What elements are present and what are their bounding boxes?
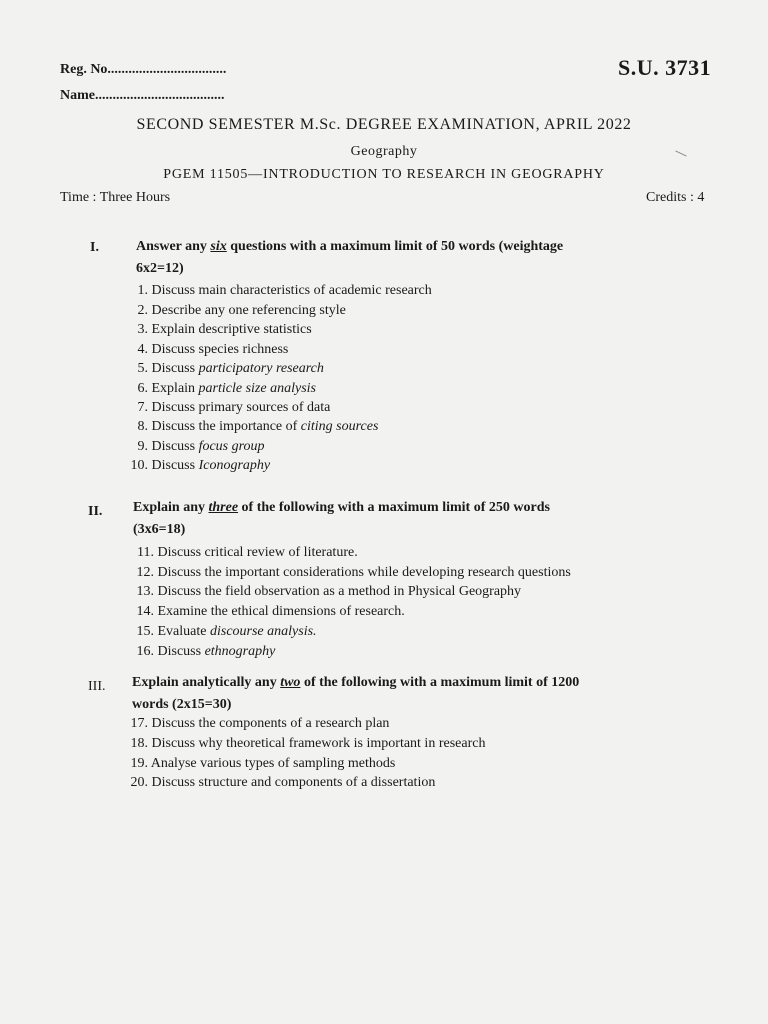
instruction-text: of the following with a maximum limit of 1200 [300, 675, 580, 690]
instruction-keyword: three [208, 500, 239, 515]
instruction-text: Explain any [133, 500, 209, 515]
question-number: 20. [130, 775, 148, 790]
question-text: Discuss critical review of literature. [157, 545, 358, 560]
question-number: 5. [137, 361, 148, 376]
question-number: 6. [137, 381, 148, 396]
question-term: particle size analysis [198, 381, 316, 396]
section-instruction [136, 236, 636, 280]
question-number: 4. [137, 342, 148, 357]
instruction-keyword: six [210, 239, 227, 254]
question-item [134, 604, 405, 620]
question-number: 19. [130, 756, 148, 771]
question-text: Explain descriptive statistics [151, 322, 312, 337]
question-text: Discuss primary sources of data [151, 400, 331, 415]
question-term: discourse analysis. [209, 624, 317, 639]
question-item [128, 756, 395, 772]
instruction-weightage: (3x6=18) [133, 522, 186, 537]
question-item [123, 458, 270, 474]
section-number: I. [90, 240, 99, 255]
instruction-weightage: words (2x15=30) [132, 697, 232, 712]
time-allowed: Time : Three Hours [60, 190, 171, 205]
question-item [128, 716, 389, 732]
instruction-weightage: 6x2=12) [136, 261, 184, 276]
question-item [134, 565, 571, 581]
question-number: 8. [137, 419, 148, 434]
subject-name: Geography [350, 144, 418, 159]
section-number: III. [88, 679, 106, 694]
question-item [123, 342, 288, 358]
question-text: Discuss [151, 458, 199, 473]
question-number: 10. [130, 458, 148, 473]
question-number: 13. [136, 584, 154, 599]
question-item [128, 775, 435, 791]
name-field: Name..................................... [60, 88, 225, 103]
question-number: 18. [130, 736, 148, 751]
question-text: Discuss the field observation as a method in Physical Geography [157, 584, 522, 599]
question-number: 15. [136, 624, 154, 639]
question-text: Evaluate [157, 624, 210, 639]
question-item [134, 545, 358, 561]
question-item [134, 584, 521, 600]
question-number: 1. [137, 283, 148, 298]
question-text: Explain [151, 381, 199, 396]
question-text: Discuss [157, 644, 205, 659]
question-item [134, 624, 317, 640]
reg-no-field: Reg. No.................................. [60, 62, 227, 77]
question-number: 3. [137, 322, 148, 337]
question-item [123, 322, 312, 338]
instruction-text: Answer any [136, 239, 211, 254]
question-text: Discuss the components of a research plan [151, 716, 390, 731]
question-text: Analyse various types of sampling methods [150, 756, 396, 771]
paper-title: PGEM 11505—INTRODUCTION TO RESEARCH IN GEOGRAPHY [163, 167, 605, 182]
question-term: ethnography [204, 644, 276, 659]
question-term: citing sources [300, 419, 379, 434]
credits: Credits : 4 [646, 190, 705, 205]
question-term: focus group [198, 439, 265, 454]
question-term: Iconography [198, 458, 271, 473]
question-item [123, 419, 378, 435]
instruction-text: questions with a maximum limit of 50 words (weightage [226, 239, 564, 254]
question-text: Discuss [151, 361, 199, 376]
question-text: Discuss main characteristics of academic research [151, 283, 432, 298]
question-item [123, 381, 316, 397]
question-text: Discuss why theoretical framework is important in research [151, 736, 486, 751]
question-text: Discuss structure and components of a dissertation [151, 775, 436, 790]
question-number: 7. [137, 400, 148, 415]
question-text: Examine the ethical dimensions of research. [157, 604, 405, 619]
question-number: 11. [137, 545, 154, 560]
instruction-text: Explain analytically any [132, 675, 281, 690]
question-text: Describe any one referencing style [151, 303, 346, 318]
question-item [128, 736, 485, 752]
question-number: 12. [136, 565, 154, 580]
question-item [123, 303, 346, 319]
question-number: 16. [136, 644, 154, 659]
question-number: 14. [136, 604, 154, 619]
question-item [134, 644, 275, 660]
instruction-text: of the following with a maximum limit of 250 words [238, 500, 550, 515]
question-number: 17. [130, 716, 148, 731]
question-number: 2. [137, 303, 148, 318]
exam-title: SECOND SEMESTER M.Sc. DEGREE EXAMINATION, APRIL 2022 [136, 116, 632, 133]
section-instruction [133, 497, 633, 541]
question-item [123, 400, 330, 416]
question-text: Discuss species richness [151, 342, 289, 357]
question-number: 9. [137, 439, 148, 454]
paper-code: S.U. 3731 [618, 55, 712, 80]
question-text: Discuss the importance of [151, 419, 301, 434]
question-item [123, 361, 324, 377]
question-term: participatory research [198, 361, 324, 376]
section-instruction [132, 672, 632, 716]
section-number: II. [88, 504, 103, 519]
question-text: Discuss [151, 439, 199, 454]
question-item [123, 439, 265, 455]
instruction-keyword: two [280, 675, 301, 690]
question-text: Discuss the important considerations while developing research questions [157, 565, 571, 580]
question-item [123, 283, 432, 299]
